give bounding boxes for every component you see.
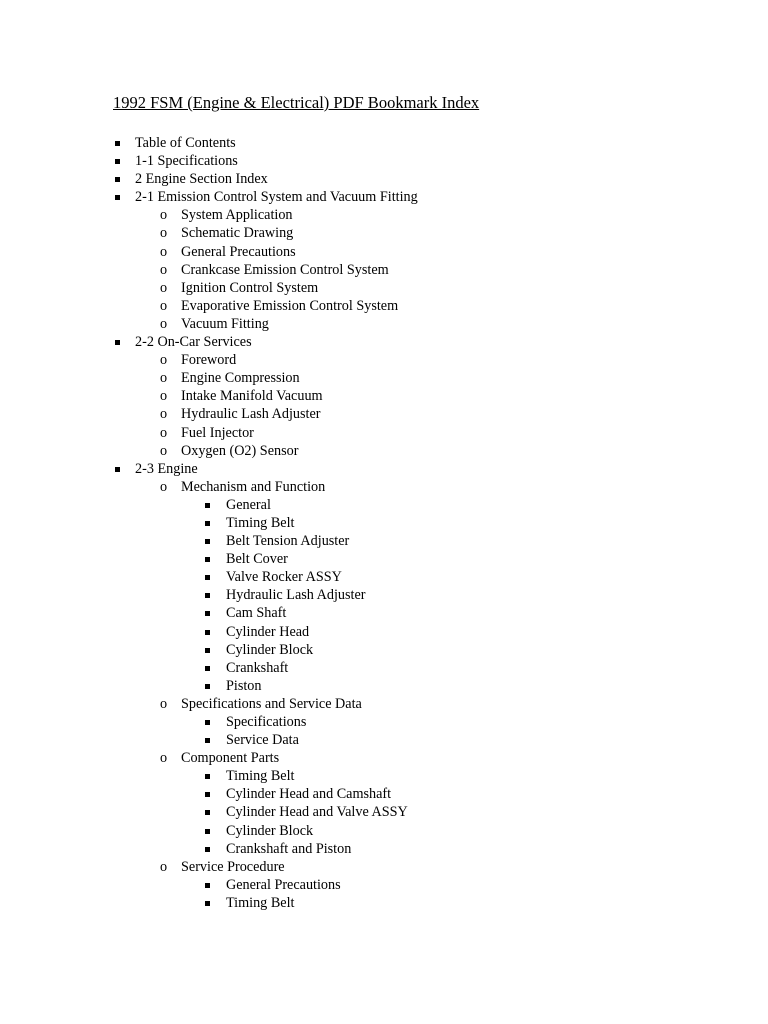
list-item: [0, 749, 768, 767]
list-item: [0, 767, 768, 785]
list-item: [0, 442, 768, 460]
list-item-label: Piston: [226, 677, 262, 694]
list-item: [0, 840, 768, 858]
list-item-label: System Application: [181, 207, 293, 224]
list-item-label: 2-3 Engine: [135, 460, 198, 477]
list-item: [0, 858, 768, 876]
list-item: [0, 785, 768, 803]
list-item-label: Mechanism and Function: [181, 478, 326, 495]
list-item-label: Belt Tension Adjuster: [226, 533, 350, 550]
circle-bullet-icon: o: [160, 279, 168, 296]
list-item-label: 2 Engine Section Index: [135, 171, 268, 188]
list-item: [0, 532, 768, 550]
list-item: [0, 514, 768, 532]
list-item: [0, 261, 768, 279]
list-item: [0, 550, 768, 568]
list-item-label: Fuel Injector: [181, 424, 254, 441]
list-item: [0, 677, 768, 695]
list-item: [0, 333, 768, 351]
list-item: [0, 206, 768, 224]
list-item-label: 2-1 Emission Control System and Vacuum Fitting: [135, 189, 418, 206]
circle-bullet-icon: o: [160, 442, 168, 459]
list-item-label: Specifications: [226, 714, 307, 730]
list-item: [0, 478, 768, 496]
list-item-label: Vacuum Fitting: [181, 315, 269, 332]
circle-bullet-icon: o: [160, 261, 168, 278]
list-item: [0, 731, 768, 749]
list-item: [0, 822, 768, 840]
list-item-label: Service Procedure: [181, 858, 285, 875]
list-item: [0, 695, 768, 713]
list-item-label: Cylinder Head: [226, 623, 310, 640]
list-item-label: Ignition Control System: [181, 279, 319, 296]
circle-bullet-icon: o: [160, 478, 168, 495]
list-item-label: Component Parts: [181, 750, 280, 767]
circle-bullet-icon: o: [160, 315, 168, 332]
list-item: [0, 460, 768, 478]
list-item: [0, 152, 768, 170]
circle-bullet-icon: o: [160, 297, 168, 314]
list-item: [0, 351, 768, 369]
list-item-label: Foreword: [181, 352, 237, 369]
circle-bullet-icon: o: [160, 207, 168, 224]
list-item-label: Specifications and Service Data: [181, 695, 362, 712]
list-item: [0, 315, 768, 333]
list-item: [0, 405, 768, 423]
list-item-label: Service Data: [226, 732, 299, 749]
list-item-label: Crankcase Emission Control System: [181, 261, 389, 278]
list-item-label: Hydraulic Lash Adjuster: [226, 587, 366, 604]
list-item-label: General Precautions: [226, 876, 341, 893]
list-item: [0, 369, 768, 387]
circle-bullet-icon: o: [160, 225, 168, 242]
list-item-label: Engine Compression: [181, 370, 300, 387]
list-item: [0, 224, 768, 242]
list-item-label: Cam Shaft: [226, 605, 287, 622]
list-item: [0, 876, 768, 894]
list-item: [0, 297, 768, 315]
circle-bullet-icon: o: [160, 370, 168, 387]
list-item-label: General: [226, 496, 271, 513]
list-item-label: Valve Rocker ASSY: [226, 569, 342, 586]
circle-bullet-icon: o: [160, 352, 168, 369]
list-item: [0, 713, 768, 731]
list-item: [0, 387, 768, 405]
list-item: [0, 496, 768, 514]
list-item: [0, 586, 768, 604]
list-item: [0, 803, 768, 821]
circle-bullet-icon: o: [160, 424, 168, 441]
list-item-label: Intake Manifold Vacuum: [181, 388, 323, 405]
list-item: [0, 659, 768, 677]
list-item-label: 2-2 On-Car Services: [135, 334, 252, 351]
list-item-label: Oxygen (O2) Sensor: [181, 442, 299, 459]
list-item: [0, 170, 768, 188]
list-item: [0, 604, 768, 622]
list-item: [0, 641, 768, 659]
list-item-label: Cylinder Block: [226, 822, 314, 839]
list-item: [0, 188, 768, 206]
list-item-label: Hydraulic Lash Adjuster: [181, 406, 321, 423]
list-item: [0, 424, 768, 442]
list-item: [0, 623, 768, 641]
list-item-label: Timing Belt: [226, 768, 295, 785]
document-title: 1992 FSM (Engine & Electrical) PDF Bookmark Index: [113, 93, 480, 112]
list-item-label: Cylinder Head and Camshaft: [226, 786, 392, 803]
list-item-label: Schematic Drawing: [181, 225, 294, 242]
circle-bullet-icon: o: [160, 388, 168, 405]
list-item: [0, 134, 768, 152]
circle-bullet-icon: o: [160, 750, 168, 767]
list-item: [0, 894, 768, 912]
list-item-label: Table of Contents: [135, 135, 236, 151]
circle-bullet-icon: o: [160, 858, 168, 875]
bookmark-index-list: [0, 134, 768, 912]
list-item-label: General Precautions: [181, 243, 296, 260]
list-item: [0, 243, 768, 261]
list-item-label: 1-1 Specifications: [135, 153, 238, 170]
list-item-label: Crankshaft and Piston: [226, 840, 352, 857]
list-item: [0, 279, 768, 297]
list-item-label: Timing Belt: [226, 514, 295, 531]
circle-bullet-icon: o: [160, 406, 168, 423]
list-item-label: Crankshaft: [226, 659, 289, 676]
list-item: [0, 568, 768, 586]
list-item-label: Cylinder Block: [226, 641, 314, 658]
circle-bullet-icon: o: [160, 695, 168, 712]
list-item-label: Belt Cover: [226, 551, 288, 568]
list-item-label: Evaporative Emission Control System: [181, 297, 399, 314]
list-item-label: Timing Belt: [226, 894, 295, 911]
circle-bullet-icon: o: [160, 243, 168, 260]
list-item-label: Cylinder Head and Valve ASSY: [226, 804, 408, 821]
